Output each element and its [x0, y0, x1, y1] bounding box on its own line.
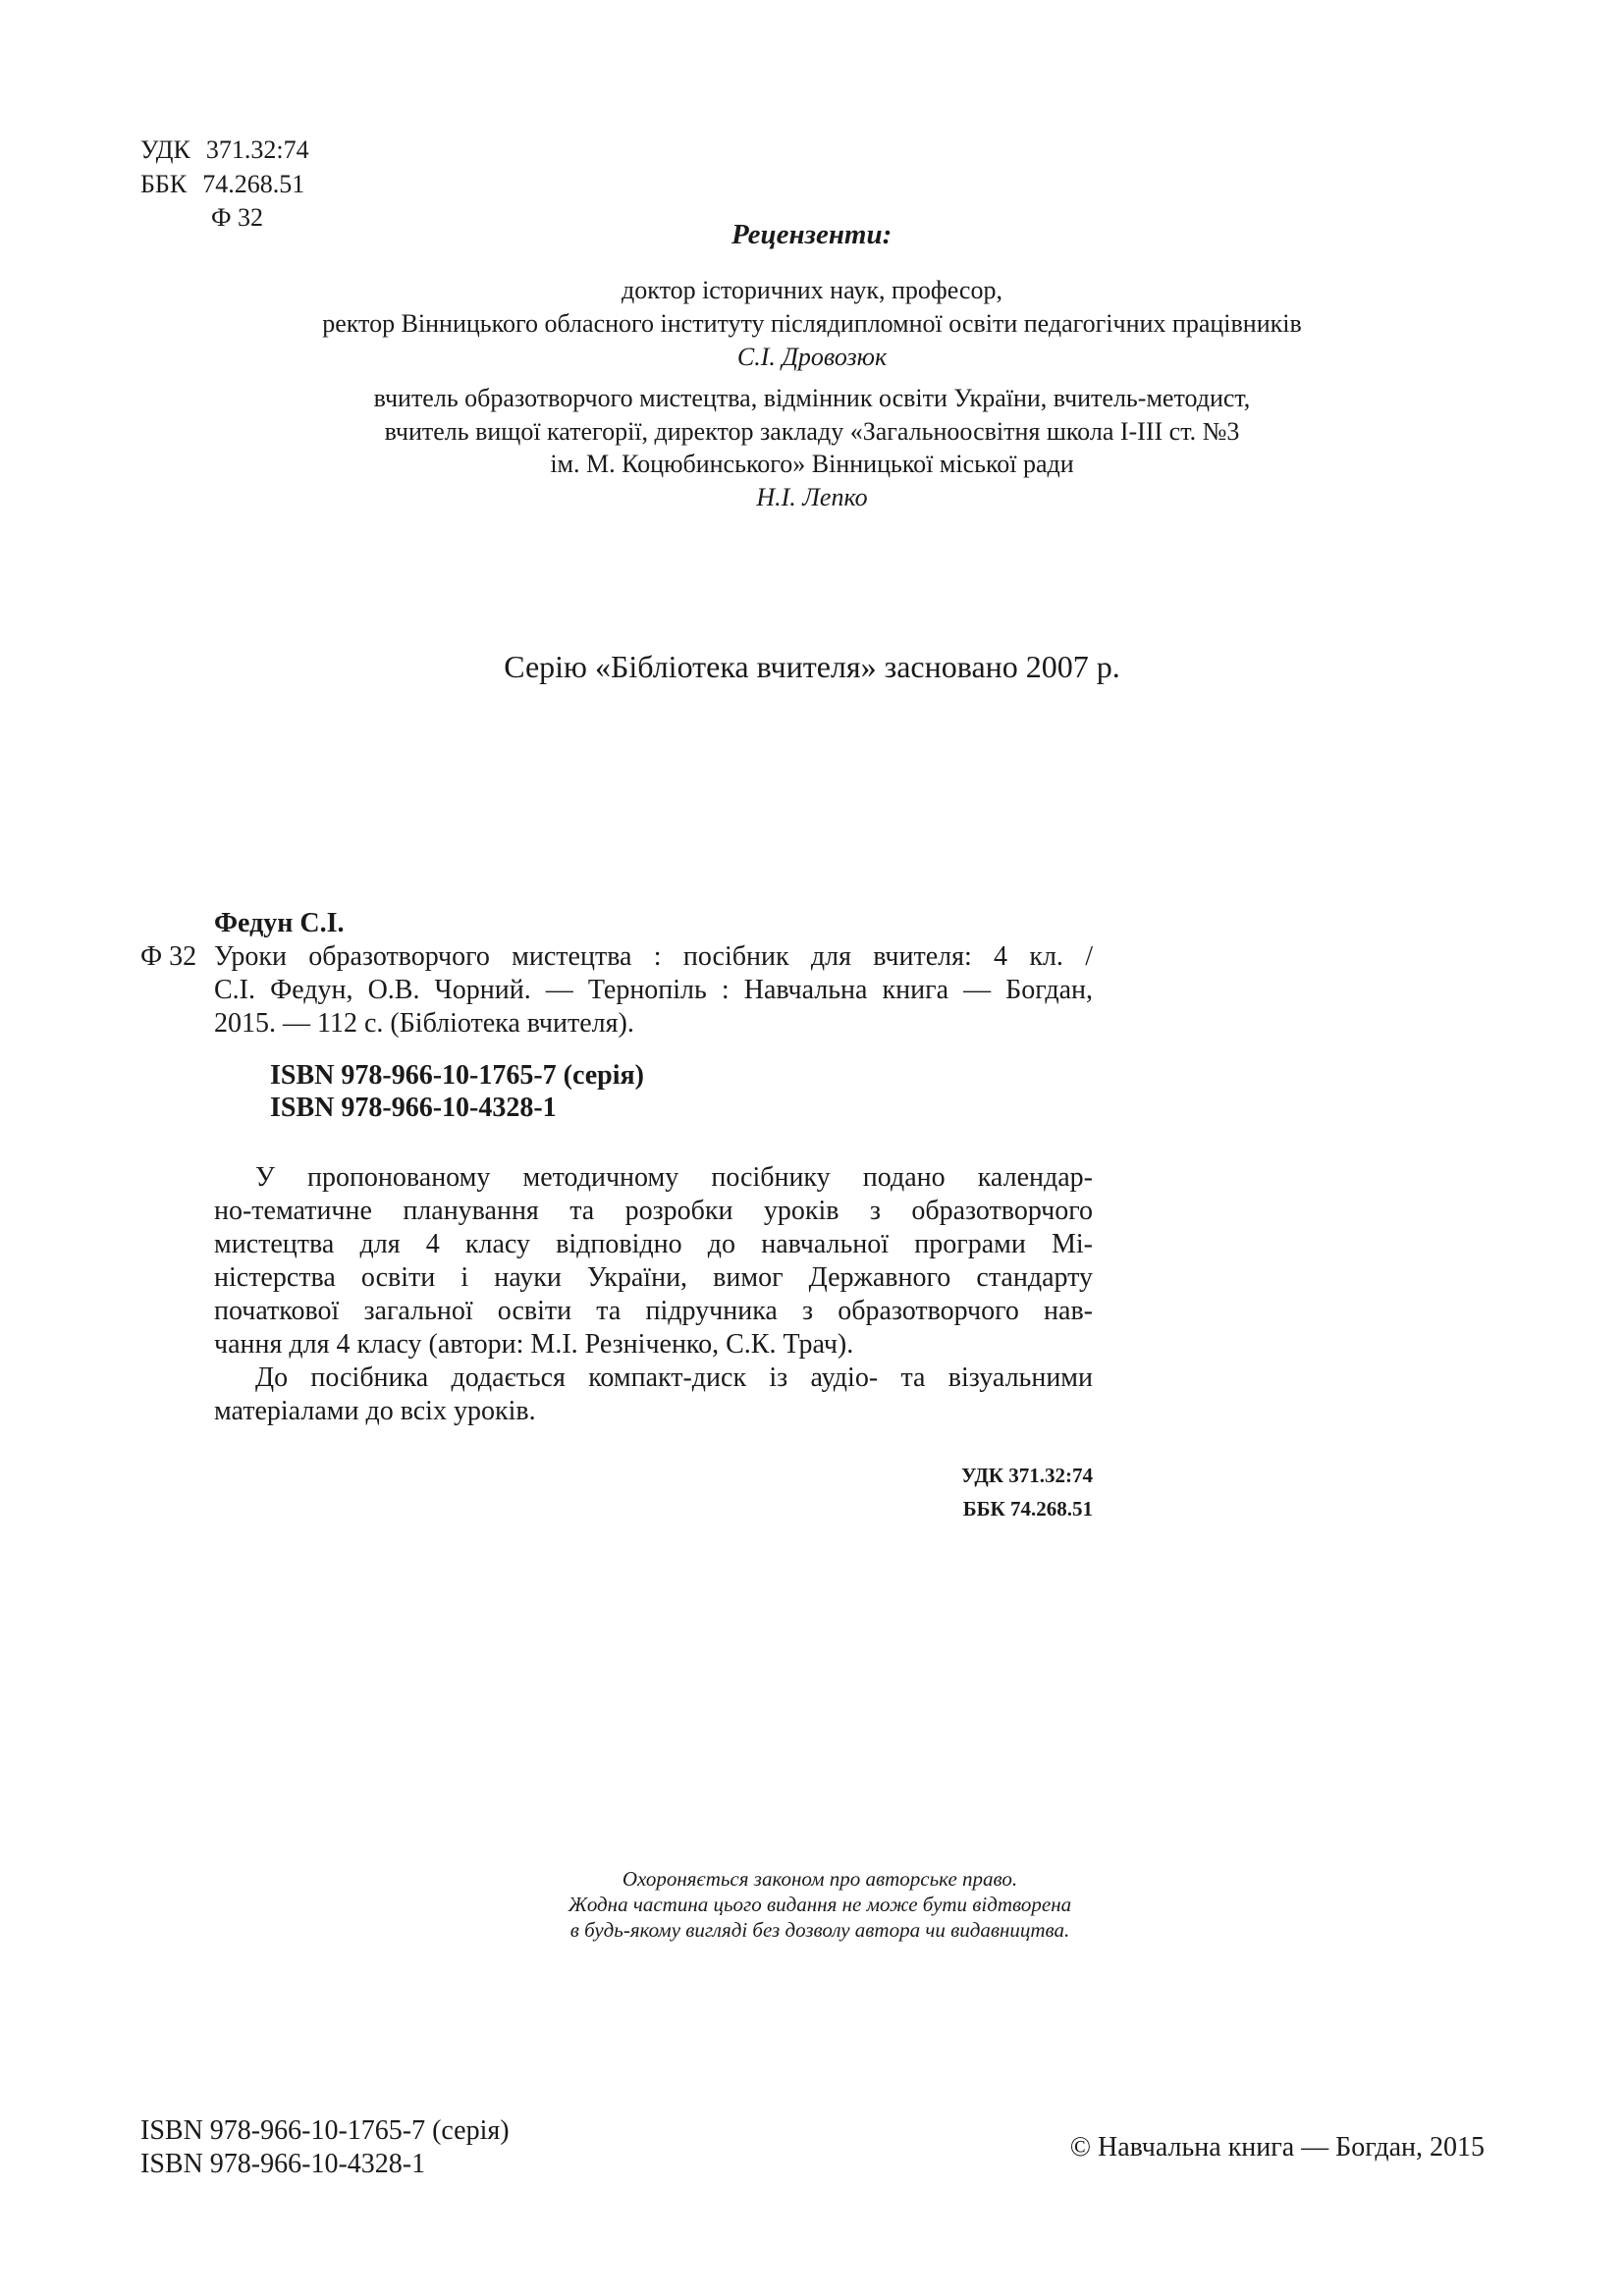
card-line3: 2015. — 112 с. (Бібліотека вчителя). — [214, 1008, 634, 1039]
series-note: Серію «Бібліотека вчителя» засновано 2007 р. — [504, 649, 1120, 684]
footer-isbn-series: ISBN 978-966-10-1765-7 (серія) — [140, 2115, 510, 2146]
copyright-notice-line2: Жодна частина цього видання не може бути відтворена — [568, 1893, 1072, 1916]
footer-copyright: © Навчальна книга — Богдан, 2015 — [1069, 2132, 1485, 2163]
reviewers-heading: Рецензенти: — [731, 219, 893, 250]
udk-line — [140, 133, 309, 167]
udk-code: 371.32:74 — [205, 135, 309, 164]
reviewer2-line3: ім. М. Коцюбинського» Вінницької міської ради — [550, 450, 1074, 478]
footer-isbn-book: ISBN 978-966-10-4328-1 — [140, 2149, 426, 2179]
card-isbn-series: ISBN 978-966-10-1765-7 (серія) — [270, 1060, 645, 1091]
bbk-label: ББК — [140, 170, 188, 198]
author-mark: Ф 32 — [211, 203, 264, 232]
bbk-line — [140, 168, 304, 201]
annotation-line6: чання для 4 класу (автори: М.І. Резніченко, С.К. Трач). — [214, 1329, 854, 1360]
reviewer2-name: Н.І. Лепко — [756, 483, 868, 511]
udk-label: УДК — [140, 135, 190, 164]
annotation-line3: мистецтва для 4 класу відповідно до навчальної програми Мі- — [214, 1229, 1093, 1259]
annotation-line2: но-тематичне планування та розробки уроків з образотворчого — [214, 1196, 1093, 1226]
annotation-line7: До посібника додається компакт-диск із аудіо- та візуальними — [255, 1362, 1093, 1393]
reviewer1-line1: доктор історичних наук, професор, — [622, 276, 1002, 304]
card-mark: Ф 32 — [140, 941, 197, 972]
card-udk: УДК 371.32:74 — [961, 1464, 1093, 1487]
copyright-notice-line3: в будь-якому вигляді без дозволу автора чи видавництва. — [569, 1918, 1070, 1942]
reviewer2-line1: вчитель образотворчого мистецтва, відмінник освіти України, вчитель-методист, — [373, 384, 1251, 412]
card-isbn-book: ISBN 978-966-10-4328-1 — [270, 1093, 557, 1123]
reviewer1-line2: ректор Вінницького обласного інституту післядипломної освіти педагогічних працівників — [322, 309, 1302, 338]
bbk-code: 74.268.51 — [202, 170, 305, 198]
annotation-line5: початкової загальної освіти та підручника з образотворчого нав- — [214, 1296, 1093, 1326]
annotation-line1: У пропонованому методичному посібнику подано календар- — [255, 1162, 1093, 1193]
reviewer2-line2: вчитель вищої категорії, директор закладу «Загальноосвітня школа І-ІІІ ст. №3 — [384, 417, 1240, 446]
card-line2: С.І. Федун, О.В. Чорний. — Тернопіль : Навчальна книга — Богдан, — [214, 975, 1093, 1005]
card-bbk: ББК 74.268.51 — [962, 1497, 1093, 1521]
annotation-line8: матеріалами до всіх уроків. — [214, 1396, 536, 1426]
copyright-notice-line1: Охороняється законом про авторське право. — [622, 1867, 1018, 1891]
reviewer1-name: С.І. Дровозюк — [736, 343, 888, 371]
card-author: Федун С.І. — [214, 908, 345, 938]
annotation-line4: ністерства освіти і науки України, вимог Державного стандарту — [214, 1262, 1093, 1293]
card-line1: Уроки образотворчого мистецтва : посібник для вчителя: 4 кл. / — [214, 941, 1093, 972]
